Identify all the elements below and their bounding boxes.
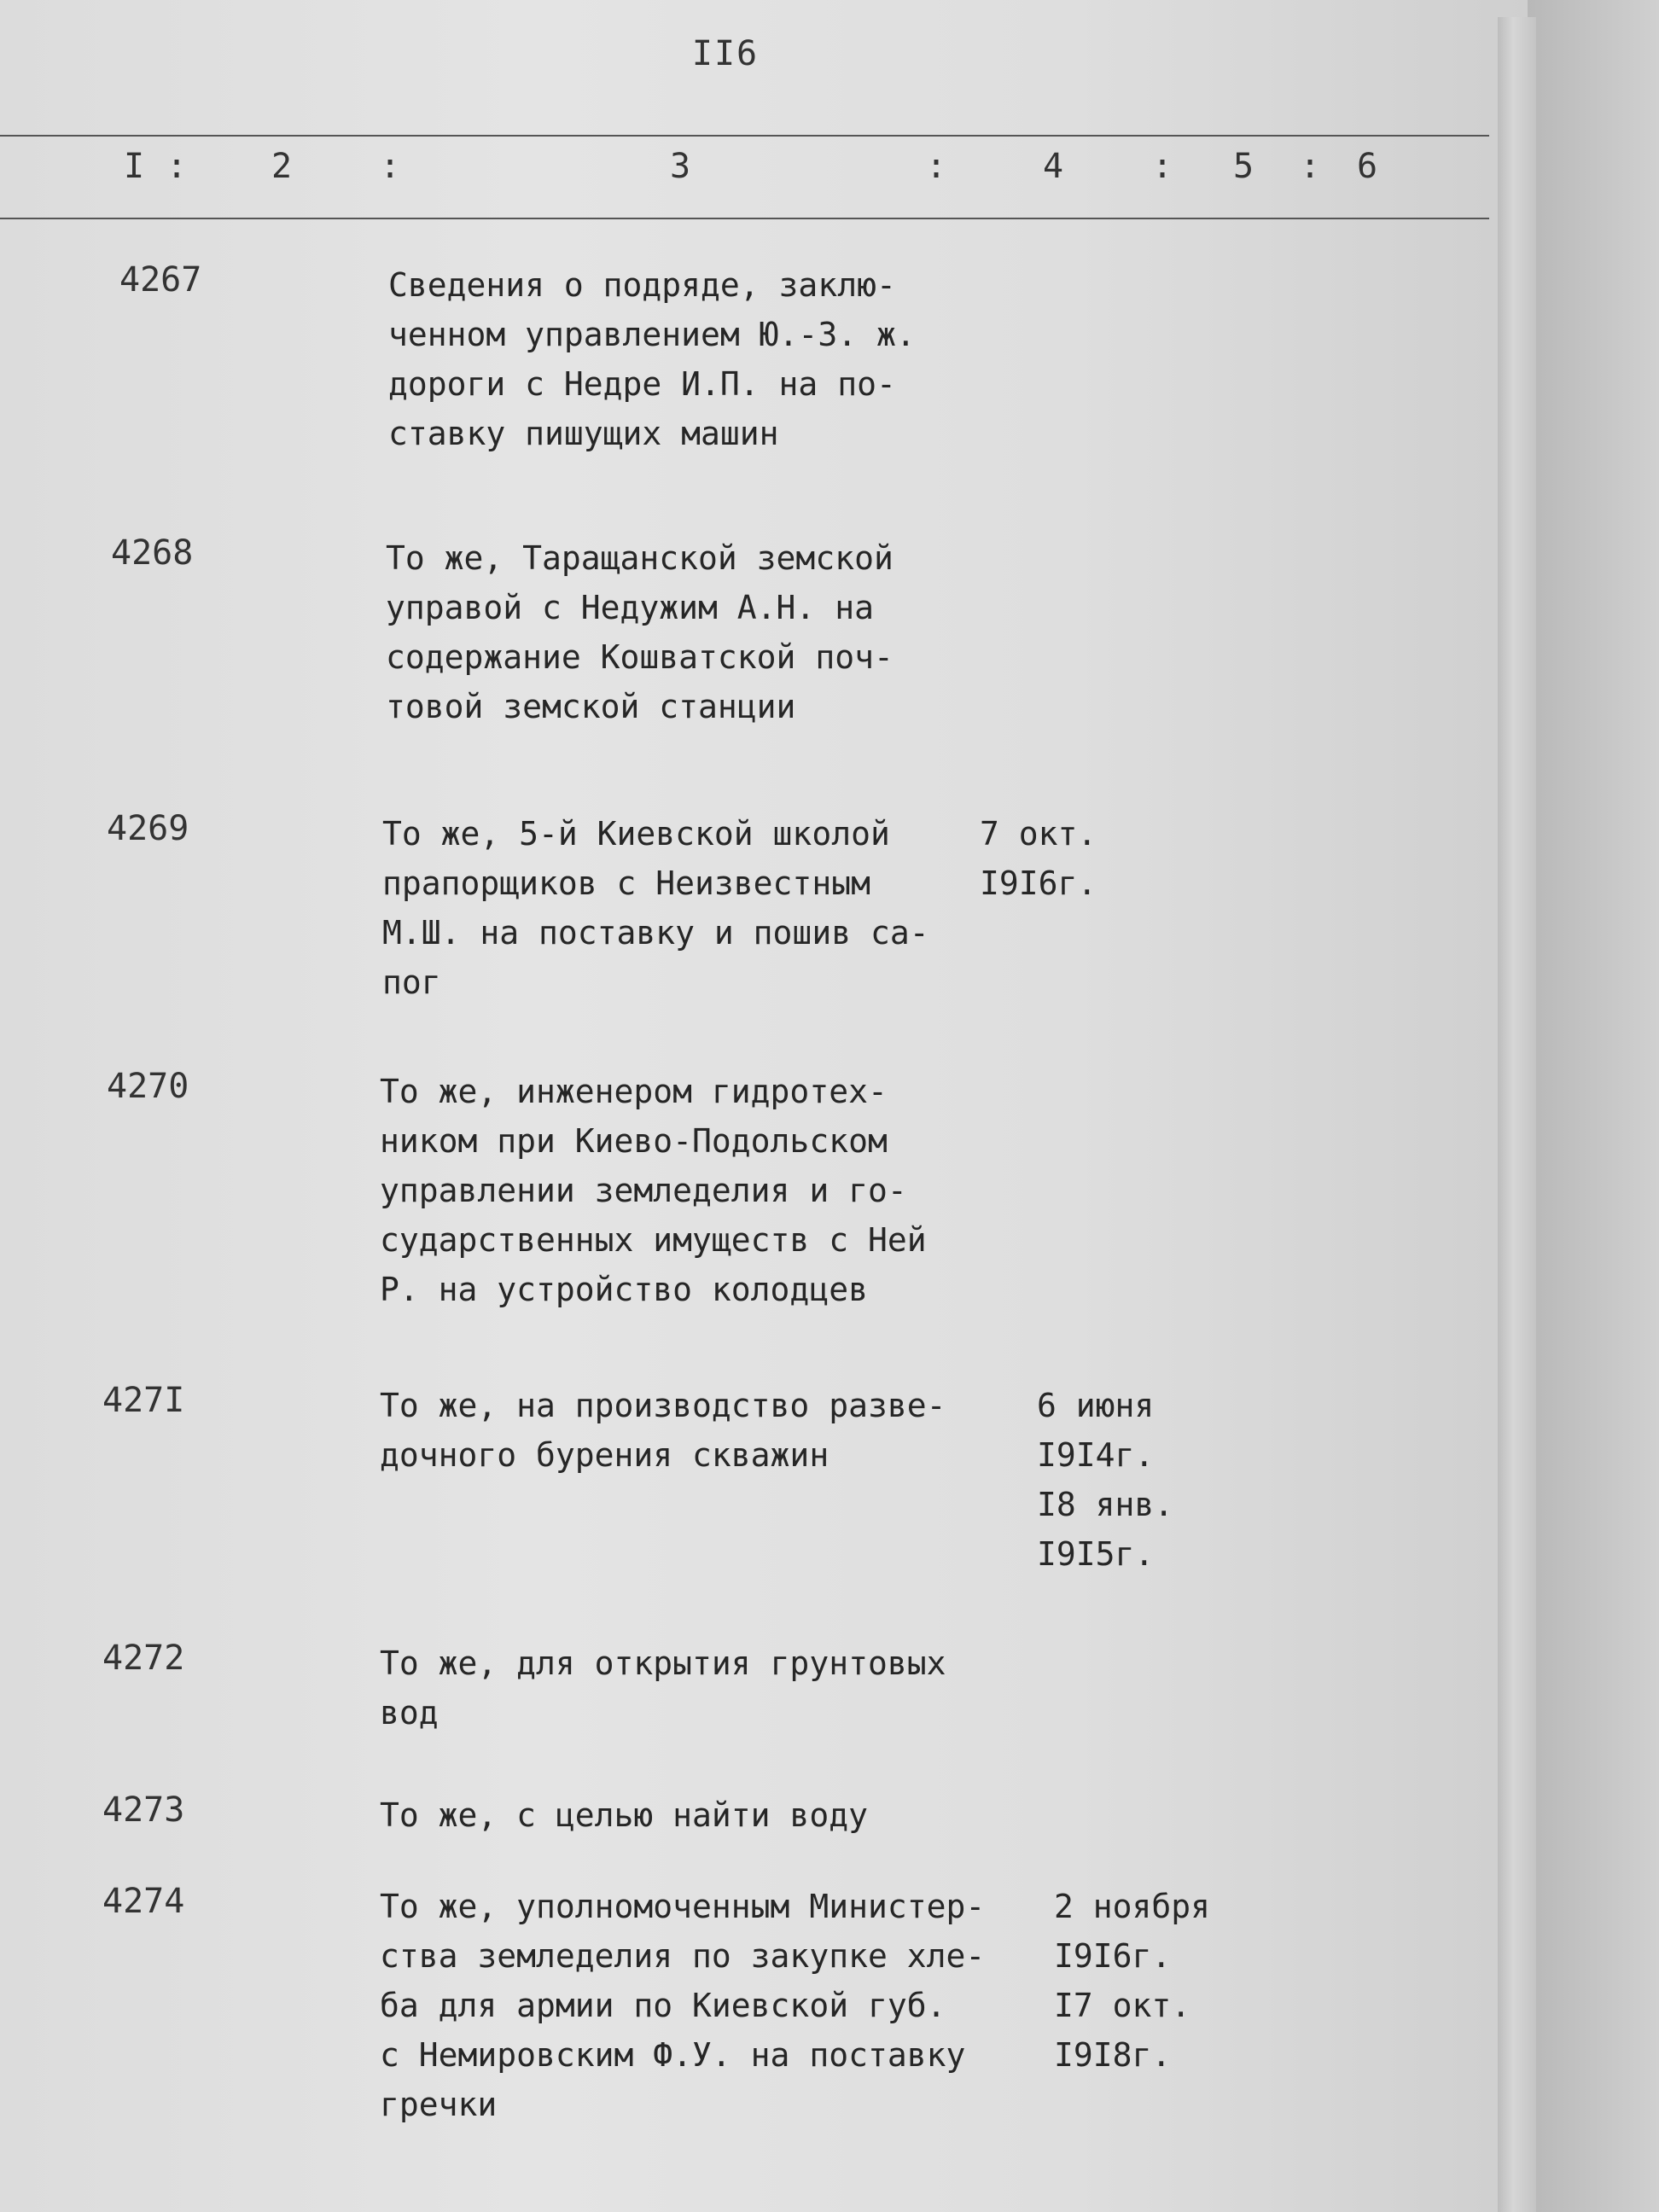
- column-separator: :: [926, 147, 947, 186]
- column-separator: :: [166, 147, 188, 186]
- column-header-3: 3: [670, 147, 691, 186]
- column-header-4: 4: [1043, 147, 1064, 186]
- entry-description: То же, на производство разве- дочного бурения скважин: [380, 1387, 946, 1474]
- page-number: II6: [691, 34, 760, 73]
- background-surface: [1528, 0, 1659, 2212]
- entry-number: 4268: [111, 533, 194, 573]
- entry-number: 4269: [107, 809, 189, 848]
- entry-description: То же, Таращанской земской управой с Недужим А.Н. на содержание Кошватской поч- товой земской станции: [386, 539, 894, 725]
- entry-description: То же, для открытия грунтовых вод: [380, 1644, 946, 1732]
- entry-number: 4267: [119, 260, 202, 300]
- entry-number: 4270: [107, 1067, 189, 1106]
- entry-number: 427I: [102, 1381, 185, 1420]
- page-stack-edge: [1498, 17, 1536, 2212]
- entry-number: 4272: [102, 1639, 185, 1678]
- entry-description: То же, 5-й Киевской школой прапорщиков с Неизвестным М.Ш. на поставку и пошив са- пог: [382, 815, 929, 1001]
- entry-description: То же, уполномоченным Министер- ства земледелия по закупке хле- ба для армии по Киевской губ. с Немировским Ф.У. на поставку гречки: [380, 1888, 986, 2123]
- column-header-5: 5: [1233, 147, 1254, 186]
- header-rule-bottom: [0, 218, 1489, 219]
- column-header-1: I: [124, 147, 145, 186]
- column-header-6: 6: [1357, 147, 1378, 186]
- entry-number: 4273: [102, 1790, 185, 1830]
- column-separator: :: [1152, 147, 1173, 186]
- column-header-2: 2: [271, 147, 293, 186]
- entry-date: 2 ноября I9I6г. I7 окт. I9I8г.: [1054, 1888, 1211, 2074]
- entry-description: Сведения о подряде, заклю- ченном управлением Ю.-З. ж. дороги с Недре И.П. на по- ставку пишущих машин: [388, 266, 916, 452]
- entry-number: 4274: [102, 1882, 185, 1921]
- column-separator: :: [1300, 147, 1321, 186]
- entry-description: То же, инженером гидротех- ником при Киево-Подольском управлении земледелия и го- сударственных имуществ с Ней Р. на устройство колодцев: [380, 1073, 927, 1308]
- entry-date: 7 окт. I9I6г.: [980, 815, 1097, 902]
- entry-date: 6 июня I9I4г. I8 янв. I9I5г.: [1037, 1387, 1174, 1573]
- entry-description: То же, с целью найти воду: [380, 1796, 868, 1834]
- column-separator: :: [380, 147, 401, 186]
- header-rule-top: [0, 135, 1489, 137]
